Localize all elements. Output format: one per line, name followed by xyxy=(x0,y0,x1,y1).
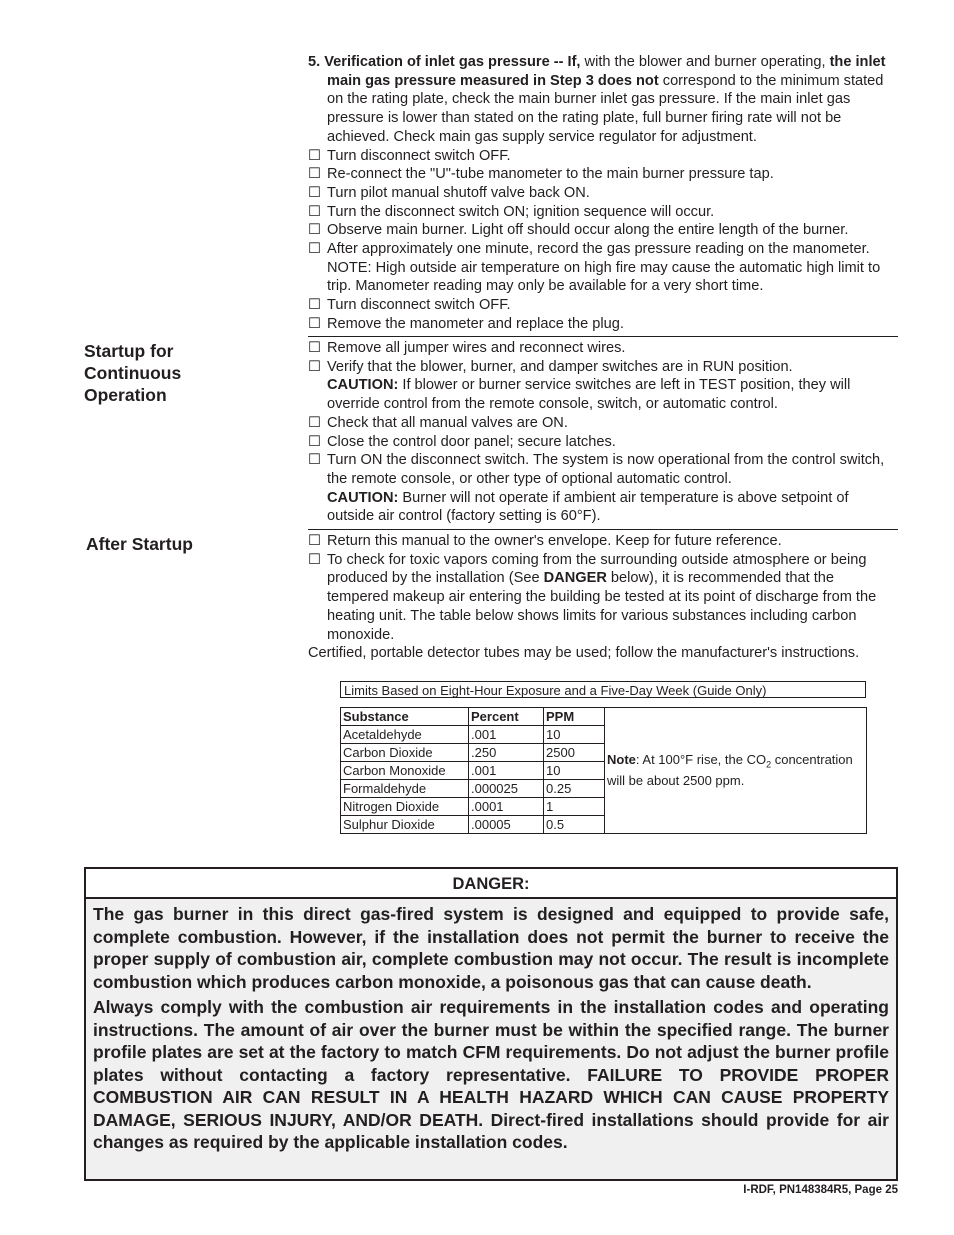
co2-note: Note: At 100°F rise, the $CO_2$ concentration will be about 2500 ppm. xyxy=(605,708,867,834)
checklist-item: ☐ Remove all jumper wires and reconnect wires. xyxy=(308,340,626,356)
step5-emphasis: the inlet main gas pressure measured in Step 3 does not xyxy=(327,54,886,89)
danger-title: DANGER: xyxy=(86,869,896,899)
checklist-item: ☐ Turn pilot manual shutoff valve back ON. xyxy=(308,184,590,201)
checkbox-icon: ☐ xyxy=(308,551,322,568)
checkbox-icon: ☐ xyxy=(308,414,322,431)
step5-paragraph xyxy=(308,53,898,147)
checkbox-icon: ☐ xyxy=(308,533,322,549)
table-row: Carbon Monoxide .001 10 xyxy=(341,762,867,780)
step5-text: correspond to the minimum stated on the rating plate, check the main burner inlet gas pressure. If the main inlet gas pressure is lower than stated on the rating plate, full burner firing rate will not be achieved. Check main gas supply service regulator for adjustment. xyxy=(327,72,884,145)
table-row: Acetaldehyde .001 10 xyxy=(341,726,867,744)
checklist-item: ☐ Re-connect the "U"-tube manometer to the main burner pressure tap. xyxy=(308,166,774,183)
startup-heading: Startup for Continuous Operation xyxy=(84,341,182,405)
section-divider xyxy=(308,336,898,337)
checklist-item: ☐ Turn disconnect switch OFF. xyxy=(308,147,511,164)
table-row: Carbon Dioxide .250 2500 xyxy=(341,744,867,762)
limits-table xyxy=(340,707,867,834)
after-startup-heading: After Startup xyxy=(86,534,193,554)
detector-note: Certified, portable detector tubes may be used; follow the manufacturer's instructions. xyxy=(308,645,860,662)
limits-caption: Limits Based on Eight-Hour Exposure and a Five-Day Week (Guide Only) xyxy=(340,681,866,698)
checkbox-icon: ☐ xyxy=(308,315,322,332)
checkbox-icon: ☐ xyxy=(308,340,322,356)
startup-section xyxy=(308,339,898,526)
after-startup-section xyxy=(308,532,898,663)
checkbox-icon: ☐ xyxy=(308,184,322,201)
table-row: Formaldehyde .000025 0.25 xyxy=(341,780,867,798)
checkbox-icon: ☐ xyxy=(308,222,322,239)
checkbox-icon: ☐ xyxy=(308,433,322,450)
checklist-item: ☐ Return this manual to the owner's envelope. Keep for future reference. xyxy=(308,533,782,549)
step5-title: 5. Verification of inlet gas pressure -- If, xyxy=(308,54,581,70)
checklist-item: ☐ Remove the manometer and replace the plug. xyxy=(308,315,624,332)
caution-note: CAUTION: If blower or burner service switches are left in TEST position, they will override control from the remote console, switch, or automatic control. xyxy=(327,377,851,413)
checklist-item: ☐ After approximately one minute, record the gas pressure reading on the manometer. NOTE: High outside air temperature on high fire may cause the automatic high limit to trip. Manometer reading may only be available for a very short time. xyxy=(308,241,881,295)
checklist-item: ☐ Observe main burner. Light off should occur along the entire length of the burner. xyxy=(308,222,849,239)
page-footer: I-RDF, PN148384R5, Page 25 xyxy=(743,1184,898,1196)
danger-box xyxy=(84,867,898,1181)
table-header-row xyxy=(341,708,867,726)
column-header: PPM xyxy=(544,708,605,726)
checklist-item: ☐ Close the control door panel; secure latches. xyxy=(308,433,616,450)
column-header: Percent xyxy=(469,708,544,726)
checklist-item: ☐ Turn disconnect switch OFF. xyxy=(308,297,511,314)
checklist-item: ☐ Turn the disconnect switch ON; ignition sequence will occur. xyxy=(308,203,715,220)
caution-note: CAUTION: Burner will not operate if ambient air temperature is above setpoint of outside air control (factory setting is 60°F). xyxy=(327,489,849,525)
column-header: Substance xyxy=(341,708,469,726)
checklist-item: ☐ Check that all manual valves are ON. xyxy=(308,414,568,431)
step5-text: with the blower and burner operating, xyxy=(580,54,830,70)
checklist-item: ☐ Verify that the blower, burner, and damper switches are in RUN position. xyxy=(308,358,793,375)
table-row: Nitrogen Dioxide .0001 1 xyxy=(341,798,867,816)
checklist-item: ☐ To check for toxic vapors coming from the surrounding outside atmosphere or being produced by the installation (See DANGER below), it is recommended that the tempered makeup air entering the building be tested at its point of discharge from the heating unit. The table below shows limits for various substances including carbon monoxide. xyxy=(308,551,877,643)
table-row: Sulphur Dioxide .00005 0.5 xyxy=(341,816,867,834)
checkbox-icon: ☐ xyxy=(308,166,322,183)
checkbox-icon: ☐ xyxy=(308,297,322,314)
checklist-item: ☐ Turn ON the disconnect switch. The system is now operational from the control switch, the remote console, or other type of optional automatic control. xyxy=(308,452,885,487)
danger-paragraph: The gas burner in this direct gas-fired system is designed and equipped to provide safe, complete combustion. However, if the installation does not permit the burner to receive the proper supply of combustion air, complete combustion may not occur. The result is incomplete combustion which produces carbon monoxide, a poisonous gas that can cause death. xyxy=(93,904,889,992)
section-divider xyxy=(308,529,898,530)
danger-paragraph: Always comply with the combustion air requirements in the installation codes and operating instructions. The amount of air over the burner must be within the specified range. The burner profile plates are set at the factory to match CFM requirements. Do not adjust the burner profile plates without contacting a factory representative. FAILURE TO PROVIDE PROPER COMBUSTION AIR CAN RESULT IN A HEALTH HAZARD WHICH CAN CAUSE PROPERTY DAMAGE, SERIOUS INJURY, AND/OR DEATH. Direct-fired installations should provide for air changes as required by the applicable installation codes. xyxy=(93,997,889,1152)
checkbox-icon: ☐ xyxy=(308,452,322,469)
step5-section xyxy=(308,53,898,334)
checkbox-icon: ☐ xyxy=(308,241,322,258)
checkbox-icon: ☐ xyxy=(308,147,322,164)
checkbox-icon: ☐ xyxy=(308,203,322,220)
checkbox-icon: ☐ xyxy=(308,358,322,375)
